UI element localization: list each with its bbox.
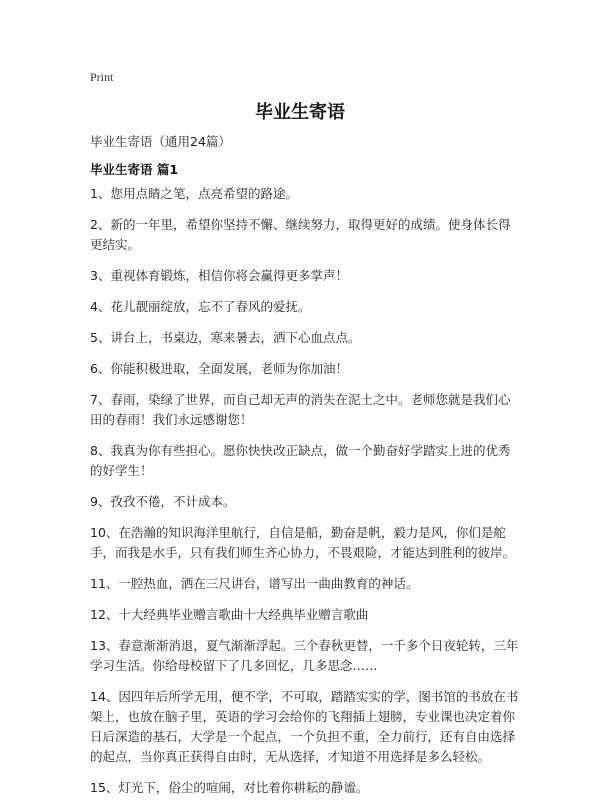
list-item: 4、花儿靓丽绽放，忘不了春风的爱抚。 (90, 299, 311, 314)
list-item: 5、讲台上，书桌边，寒来暑去，洒下心血点点。 (90, 330, 361, 345)
section-heading: 毕业生寄语 篇1 (90, 162, 179, 177)
list-item: 2、新的一年里，希望你坚持不懈、继续努力，取得更好的成绩。使身体长得更结实。 (90, 217, 511, 252)
message-list (90, 184, 520, 809)
list-item: 12、十大经典毕业赠言歌曲十大经典毕业赠言歌曲 (90, 607, 369, 622)
list-item: 14、因四年后所学无用，便不学，不可取，踏踏实实的学，图书馆的书放在书架上，也放在脑子里，英语的学习会给你的飞翔插上翅膀，专业课也决定着你日后深造的基石，大学是一个起点，一个负担不重，全力前行，还有自由选择的起点，当你真正获得自由时，无从选择，才知道不用选择是多么轻松。 (90, 689, 519, 764)
list-item: 1、您用点睛之笔，点亮希望的路途。 (90, 186, 298, 201)
list-item: 11、一腔热血，洒在三尺讲台，谱写出一曲曲教育的神话。 (90, 576, 419, 591)
list-item: 10、在浩瀚的知识海洋里航行，自信是船，勤奋是帆，毅力是风，你们是舵手，而我是水手，只有我们师生齐心协力，不畏艰险，才能达到胜利的彼岸。 (90, 525, 516, 560)
list-item: 6、你能积极进取，全面发展，老师为你加油！ (90, 361, 348, 376)
list-item: 13、春意渐渐消退，夏气渐渐浮起。三个春秋更替，一千多个日夜轮转，三年学习生活。你给母校留下了几多回忆，几多思念…… (90, 638, 519, 673)
list-item: 15、灯光下，俗尘的喧闹，对比着你耕耘的静谧。 (90, 780, 369, 795)
print-label: Print (90, 70, 114, 84)
list-item: 7、春雨，染绿了世界，而自己却无声的消失在泥土之中。老师您就是我们心田的春雨！我们永远感谢您！ (90, 392, 511, 427)
list-item: 8、我真为你有些担心。愿你快快改正缺点，做一个勤奋好学踏实上进的优秀的好学生！ (90, 443, 511, 478)
list-item: 9、孜孜不倦，不计成本。 (90, 494, 236, 509)
page-title: 毕业生寄语 (255, 102, 345, 123)
document-subtitle: 毕业生寄语（通用24篇） (90, 134, 231, 149)
list-item: 3、重视体育锻炼，相信你将会赢得更多掌声！ (90, 268, 348, 283)
